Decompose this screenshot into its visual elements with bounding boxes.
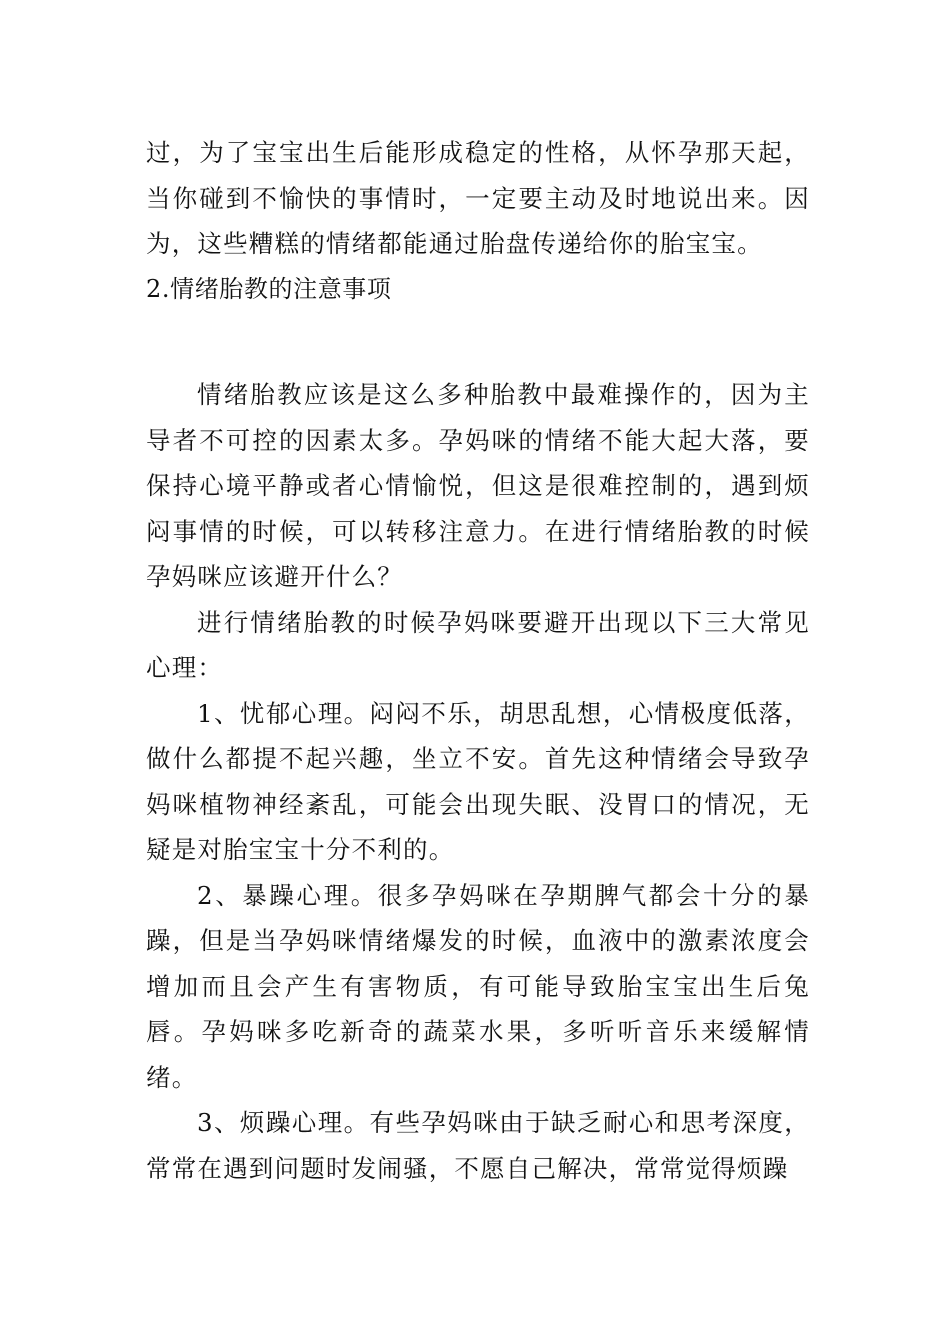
paragraph-continuation: 过，为了宝宝出生后能形成稳定的性格，从怀孕那天起，当你碰到不愉快的事情时，一定要主动及时地说出来。因为，这些糟糕的情绪都能通过胎盘传递给你的胎宝宝。	[146, 138, 810, 258]
section-heading: 2.情绪胎教的注意事项	[146, 274, 392, 303]
paragraph-three-mentalities: 进行情绪胎教的时候孕妈咪要避开出现以下三大常见心理：	[146, 607, 810, 682]
blank-gap	[146, 312, 810, 372]
paragraph-intro: 情绪胎教应该是这么多种胎教中最难操作的，因为主导者不可控的因素太多。孕妈咪的情绪不能大起大落，要保持心境平静或者心情愉悦，但这是很难控制的，遇到烦闷事情的时候，可以转移注意力。在进行情绪胎教的时候孕妈咪应该避开什么？	[146, 380, 810, 591]
paragraph-item-1: 1、忧郁心理。闷闷不乐，胡思乱想，心情极度低落，做什么都提不起兴趣，坐立不安。首先这种情绪会导致孕妈咪植物神经紊乱，可能会出现失眠、没胃口的情况，无疑是对胎宝宝十分不利的。	[146, 698, 810, 864]
document-body	[146, 130, 810, 1191]
paragraph-item-3: 3、烦躁心理。有些孕妈咪由于缺乏耐心和思考深度，常常在遇到问题时发闹骚，不愿自己解决，常常觉得烦躁	[146, 1108, 810, 1183]
paragraph-item-2: 2、暴躁心理。很多孕妈咪在孕期脾气都会十分的暴躁，但是当孕妈咪情绪爆发的时候，血液中的激素浓度会增加而且会产生有害物质，有可能导致胎宝宝出生后兔唇。孕妈咪多吃新奇的蔬菜水果，多听听音乐来缓解情绪。	[146, 880, 810, 1092]
